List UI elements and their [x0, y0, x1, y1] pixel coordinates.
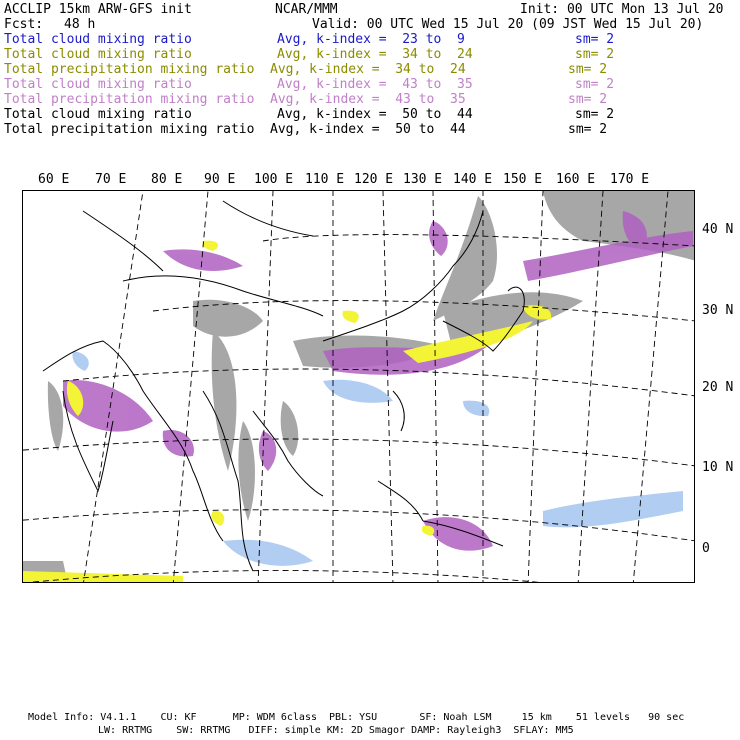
field-4-avg: Avg, k-index = 43 to 35	[277, 77, 473, 92]
lon-label-120e: 120 E	[354, 172, 394, 187]
lon-label-70e: 70 E	[95, 172, 127, 187]
field-2-sm: sm= 2	[575, 47, 615, 62]
institution: NCAR/MMM	[275, 2, 338, 17]
lat-label-30n: 30 N	[702, 303, 734, 318]
field-1-sm: sm= 2	[575, 32, 615, 47]
forecast-hour: 48 h	[64, 17, 96, 32]
valid-time: Valid: 00 UTC Wed 15 Jul 20 (09 JST Wed 15 Jul 20)	[312, 17, 704, 32]
field-6-name: Total cloud mixing ratio	[4, 107, 192, 122]
lon-label-130e: 130 E	[403, 172, 443, 187]
lon-label-150e: 150 E	[503, 172, 543, 187]
field-7-name: Total precipitation mixing ratio	[4, 122, 255, 137]
lon-label-110e: 110 E	[305, 172, 345, 187]
lon-label-160e: 160 E	[556, 172, 596, 187]
lon-label-60e: 60 E	[38, 172, 70, 187]
field-4-sm: sm= 2	[575, 77, 615, 92]
coastlines	[43, 201, 524, 571]
lat-label-0: 0	[702, 541, 710, 556]
field-2-name: Total cloud mixing ratio	[4, 47, 192, 62]
field-7-avg: Avg, k-index = 50 to 44	[270, 122, 466, 137]
lon-label-80e: 80 E	[151, 172, 183, 187]
field-1-avg: Avg, k-index = 23 to 9	[277, 32, 465, 47]
run-title: ACCLIP 15km ARW-GFS init	[4, 2, 192, 17]
field-7-sm: sm= 2	[568, 122, 608, 137]
field-6-sm: sm= 2	[575, 107, 615, 122]
lat-label-10n: 10 N	[702, 460, 734, 475]
field-3-sm: sm= 2	[568, 62, 608, 77]
field-3-name: Total precipitation mixing ratio	[4, 62, 255, 77]
lon-label-100e: 100 E	[254, 172, 294, 187]
model-info-line-2: LW: RRTMG SW: RRTMG DIFF: simple KM: 2D Smagor DAMP: Rayleigh3 SFLAY: MM5	[98, 725, 574, 736]
field-2-avg: Avg, k-index = 34 to 24	[277, 47, 473, 62]
map-svg	[23, 191, 695, 583]
map-panel	[22, 190, 695, 583]
model-info-line-1: Model Info: V4.1.1 CU: KF MP: WDM 6class PBL: YSU SF: Noah LSM 15 km 51 levels 90 sec	[28, 712, 685, 723]
field-3-avg: Avg, k-index = 34 to 24	[270, 62, 466, 77]
init-time: Init: 00 UTC Mon 13 Jul 20	[520, 2, 724, 17]
lon-label-170e: 170 E	[610, 172, 650, 187]
blue-cloud-field	[73, 351, 684, 566]
lon-label-140e: 140 E	[453, 172, 493, 187]
field-5-sm: sm= 2	[568, 92, 608, 107]
field-6-avg: Avg, k-index = 50 to 44	[277, 107, 473, 122]
lat-label-40n: 40 N	[702, 222, 734, 237]
field-5-name: Total precipitation mixing ratio	[4, 92, 255, 107]
lon-label-90e: 90 E	[204, 172, 236, 187]
field-1-name: Total cloud mixing ratio	[4, 32, 192, 47]
field-5-avg: Avg, k-index = 43 to 35	[270, 92, 466, 107]
forecast-label: Fcst:	[4, 17, 44, 32]
field-4-name: Total cloud mixing ratio	[4, 77, 192, 92]
lat-label-20n: 20 N	[702, 380, 734, 395]
